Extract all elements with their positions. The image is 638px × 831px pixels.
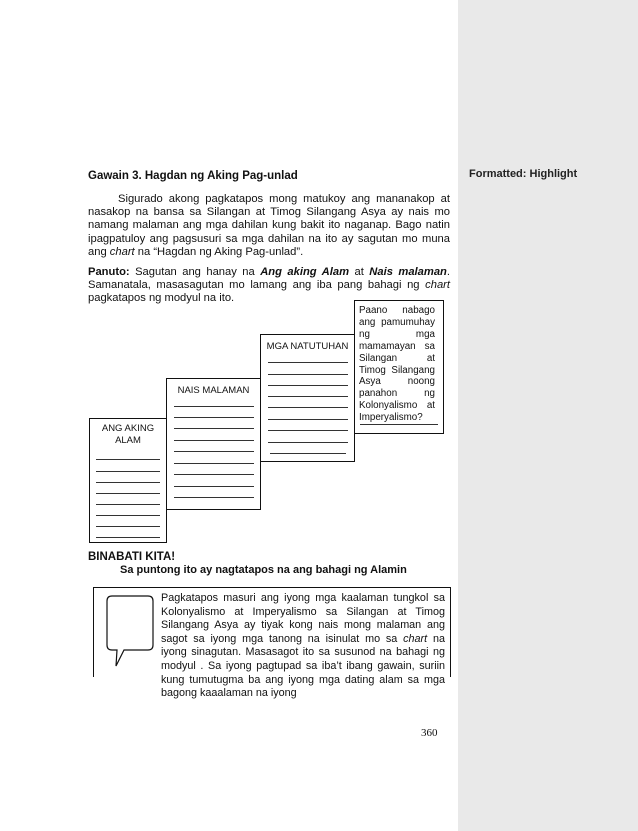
step-nais-malaman xyxy=(166,378,261,510)
speech-bubble-icon xyxy=(104,594,156,670)
answer-line[interactable] xyxy=(268,419,348,420)
closing-heading: BINABATI KITA! xyxy=(88,551,176,563)
answer-line[interactable] xyxy=(174,451,254,452)
closing-text: Pagkatapos masuri ang iyong mga kaalaman tungkol sa Kolonyalismo at Imperyalismo sa Silangan at Timog Silangang Asya ay tiyak kong nais mong malaman ang sagot sa iyong mga tanong na isinulat mo sa chart na iyong sinagutan. Masasagot ito sa susunod na bahagi ng modyul . Sa iyong pagtupad sa iba’t ibang gawain, suriin kung tumutugma ba ang iyong mga dating alam sa mga bagong kaaalaman na iyong xyxy=(161,592,445,700)
intro-paragraph: Sigurado akong pagkatapos mong matukoy ang mananakop at nasakop na bansa sa Silangan at Timog Silangang Asya ay nais mo namang malaman ang mga dahilan kung bakit ito naganap. Bago natin ipagpatuloy ang pagsusuri sa mga dahilan na ito ay sagutan mo muna ang chart na “Hagdan ng Aking Pag-unlad”. xyxy=(88,193,450,258)
closing-subheading: Sa puntong ito ay nagtatapos na ang bahagi ng Alamin xyxy=(120,564,407,576)
answer-line[interactable] xyxy=(174,440,254,441)
answer-line[interactable] xyxy=(268,407,348,408)
step-ang-aking-alam-title: ANG AKING ALAM xyxy=(101,423,155,446)
step-question-text: Paano nabago ang pamumuhay ng mga mamamayan sa Silangan at Timog Silangang Asya noong panahon ng Kolonyalismo at Imperyalismo? xyxy=(359,305,435,424)
activity-title: Gawain 3. Hagdan ng Aking Pag-unlad xyxy=(88,170,298,182)
answer-line[interactable] xyxy=(360,424,438,425)
answer-line[interactable] xyxy=(96,526,160,527)
answer-line[interactable] xyxy=(174,497,254,498)
answer-line[interactable] xyxy=(268,442,348,443)
answer-line[interactable] xyxy=(174,417,254,418)
answer-line[interactable] xyxy=(96,537,160,538)
answer-line[interactable] xyxy=(174,486,254,487)
answer-line[interactable] xyxy=(174,474,254,475)
answer-line[interactable] xyxy=(96,459,160,460)
answer-line[interactable] xyxy=(96,482,160,483)
step-mga-natutuhan xyxy=(260,334,355,462)
page-number: 360 xyxy=(421,727,438,739)
instructions-paragraph: Panuto: Sagutan ang hanay na Ang aking Alam at Nais malaman. Samanatala, masasagutan mo lamang ang iba pang bahagi ng chart pagkatapos ng modyul na ito. xyxy=(88,266,450,305)
answer-line[interactable] xyxy=(96,471,160,472)
answer-line[interactable] xyxy=(270,453,346,454)
comment-label: Formatted: Highlight xyxy=(469,168,578,180)
answer-line[interactable] xyxy=(96,515,160,516)
answer-line[interactable] xyxy=(96,493,160,494)
answer-line[interactable] xyxy=(174,428,254,429)
step-nais-malaman-title: NAIS MALAMAN xyxy=(177,385,250,396)
answer-line[interactable] xyxy=(174,463,254,464)
answer-line[interactable] xyxy=(268,374,348,375)
step-question xyxy=(354,300,444,434)
answer-line[interactable] xyxy=(268,396,348,397)
step-mga-natutuhan-title: MGA NATUTUHAN xyxy=(266,341,349,352)
answer-line[interactable] xyxy=(174,406,254,407)
step-ang-aking-alam xyxy=(89,418,167,543)
answer-line[interactable] xyxy=(96,504,160,505)
answer-line[interactable] xyxy=(268,385,348,386)
answer-line[interactable] xyxy=(268,362,348,363)
answer-line[interactable] xyxy=(268,430,348,431)
comment-sidebar xyxy=(458,0,638,831)
